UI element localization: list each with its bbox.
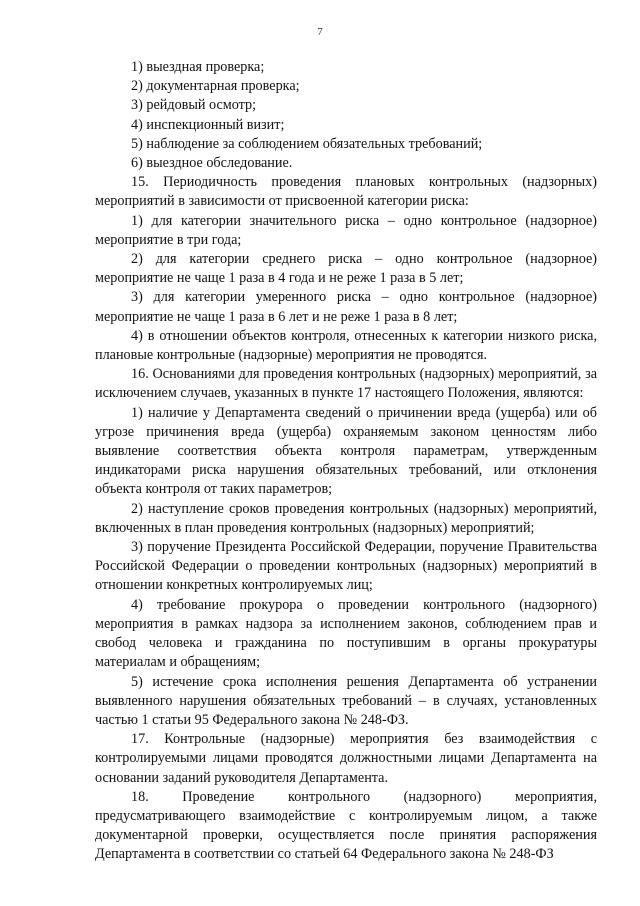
list-item: 2) документарная проверка; bbox=[131, 78, 300, 95]
list-item: 2) для категории среднего риска – одно контрольное (надзорное) мероприятие не чаще 1 раза в 4 года и не реже 1 раза в 5 лет; bbox=[95, 251, 597, 287]
list-item: 3) рейдовый осмотр; bbox=[131, 97, 257, 114]
document-body bbox=[95, 58, 597, 865]
list-item: 2) наступление сроков проведения контрольных (надзорных) мероприятий, включенных в план проведения контрольных (надзорных) мероприятий; bbox=[95, 500, 597, 536]
list-item: 3) для категории умеренного риска – одно контрольное (надзорное) мероприятие не чаще 1 раза в 6 лет и не реже 1 раза в 8 лет; bbox=[95, 289, 597, 325]
list-item: 1) для категории значительного риска – одно контрольное (надзорное) мероприятие в три года; bbox=[95, 212, 597, 248]
list-item: 4) в отношении объектов контроля, отнесенных к категории низкого риска, плановые контрольные (надзорные) мероприятия не проводятся. bbox=[95, 327, 597, 364]
page-number: 7 bbox=[317, 26, 323, 38]
section-15-paragraph: 15. Периодичность проведения плановых контрольных (надзорных) мероприятий в зависимости от присвоенной категории риска: bbox=[95, 174, 597, 210]
list-item: 1) наличие у Департамента сведений о причинении вреда (ущерба) или об угрозе причинения вреда (ущерба) охраняемым законом ценностям либо выявление соответствия объекта контроля параметрам, утвержденным индикаторами риска нарушения обязательных требований, или отклонения объекта контроля от таких параметров; bbox=[95, 404, 597, 498]
list-item: 3) поручение Президента Российской Федерации, поручение Правительства Российской Федерации о проведении контрольных (надзорных) мероприятий в отношении конкретных контролируемых лиц; bbox=[95, 539, 597, 594]
section-16-paragraph: 16. Основаниями для проведения контрольных (надзорных) мероприятий, за исключением случаев, указанных в пункте 17 настоящего Положения, являются: bbox=[95, 366, 597, 402]
list-item: 6) выездное обследование. bbox=[131, 155, 293, 172]
list-item: 4) инспекционный визит; bbox=[131, 116, 285, 133]
list-item: 1) выездная проверка; bbox=[131, 59, 265, 75]
section-17-paragraph: 17. Контрольные (надзорные) мероприятия без взаимодействия с контролируемыми лицами проводятся должностными лицами Департамента на основании заданий руководителя Департамента. bbox=[95, 731, 597, 786]
section-18-paragraph: 18. Проведение контрольного (надзорного) мероприятия, предусматривающего взаимодействие с контролируемым лицом, а также документарной проверки, осуществляется после принятия распоряжения Департамента в соответствии со статьей 64 Федерального закона № 248-ФЗ bbox=[95, 788, 597, 863]
list-item: 5) наблюдение за соблюдением обязательных требований; bbox=[131, 135, 483, 152]
list-item: 5) истечение срока исполнения решения Департамента об устранении выявленного нарушения обязательных требований – в случаях, установленных частью 1 статьи 95 Федерального закона № 248-ФЗ. bbox=[95, 673, 597, 728]
list-item: 4) требование прокурора о проведении контрольного (надзорного) мероприятия в рамках надзора за исполнением законов, соблюдением прав и свобод человека и гражданина по поступившим в органы прокуратуры материалам и обращениям; bbox=[95, 596, 597, 671]
